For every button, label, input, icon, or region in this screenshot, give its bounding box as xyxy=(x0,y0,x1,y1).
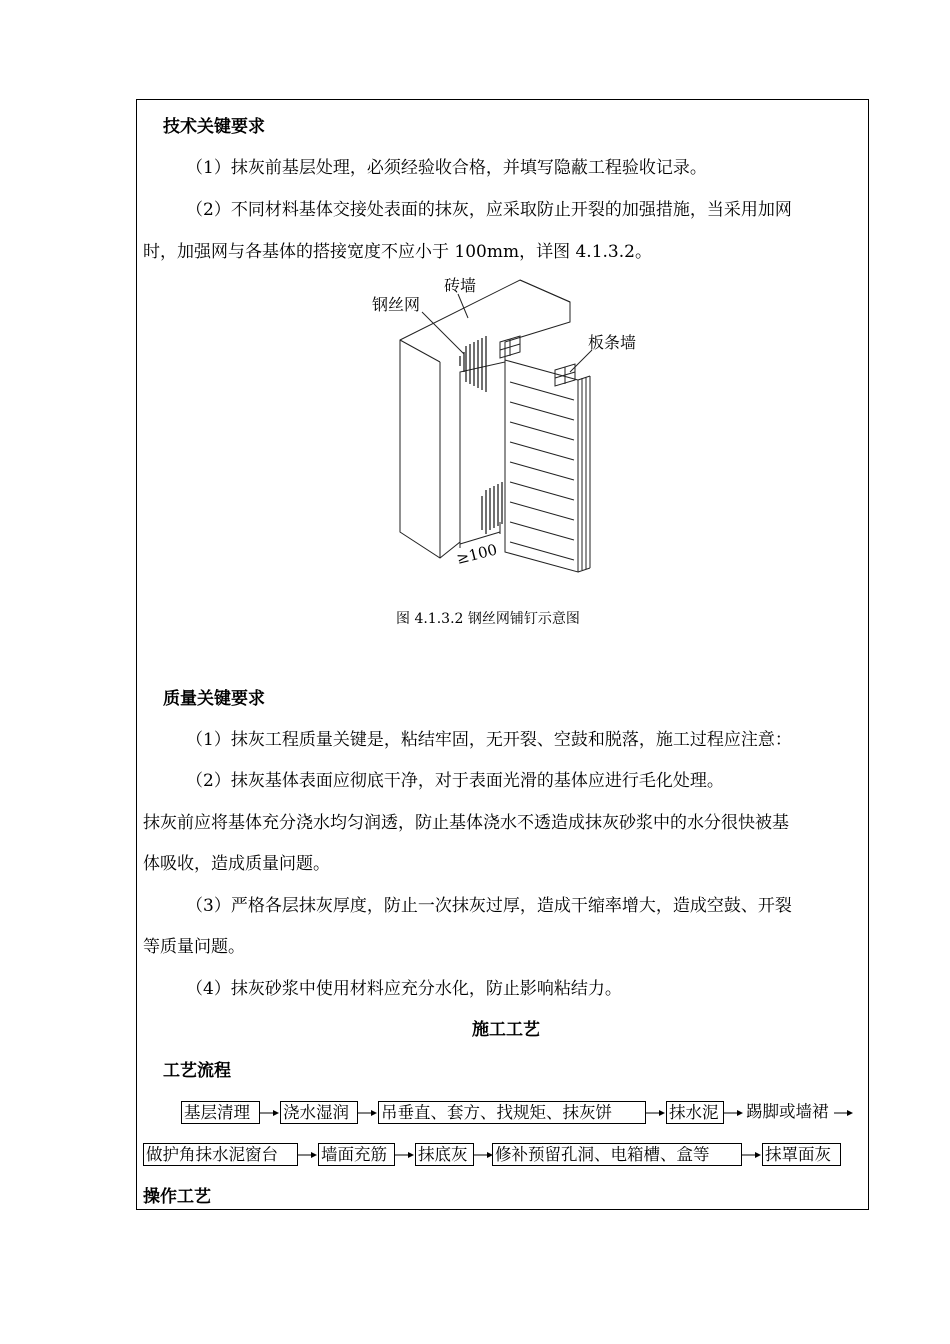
quality-paragraph-4a: （3）严格各层抹灰厚度，防止一次抹灰过厚，造成干缩率增大，造成空鼓、开裂 xyxy=(186,896,792,916)
label-board-wall: 板条墙 xyxy=(588,333,637,352)
flow-arrow-icon xyxy=(395,1150,415,1160)
flow-step-patching: 修补预留孔洞、电箱槽、盒等 xyxy=(492,1143,742,1166)
flow-arrow-icon xyxy=(724,1108,744,1118)
tech-paragraph-2a: （2）不同材料基体交接处表面的抹灰，应采取防止开裂的加强措施，当采用加网 xyxy=(186,200,792,220)
flow-step-watering: 浇水湿润 xyxy=(280,1101,358,1124)
flow-step-screeding: 墙面充筋 xyxy=(318,1143,395,1166)
flow-arrow-icon xyxy=(646,1108,666,1118)
flow-step-base-cleaning: 基层清理 xyxy=(181,1101,260,1124)
flow-arrow-icon xyxy=(474,1150,494,1160)
flow-arrow-icon xyxy=(742,1150,762,1160)
label-wire-mesh: 钢丝网 xyxy=(372,295,421,314)
flow-step-skirting: 踢脚或墙裙 xyxy=(746,1102,829,1121)
label-brick-wall: 砖墙 xyxy=(444,276,477,295)
flow-step-base-coat: 抹底灰 xyxy=(415,1143,474,1166)
operation-heading: 操作工艺 xyxy=(143,1187,211,1207)
flow-arrow-icon xyxy=(260,1108,280,1118)
label-dimension: ≥100 xyxy=(454,540,499,568)
quality-paragraph-4b: 等质量问题。 xyxy=(143,937,245,957)
quality-paragraph-3a: 抹灰前应将基体充分浇水均匀润透，防止基体浇水不透造成抹灰砂浆中的水分很快被基 xyxy=(143,813,789,833)
flow-arrow-icon xyxy=(298,1150,318,1160)
process-title: 施工工艺 xyxy=(472,1020,540,1040)
tech-paragraph-2b: 时，加强网与各基体的搭接宽度不应小于 100mm，详图 4.1.3.2。 xyxy=(143,242,652,262)
quality-heading: 质量关键要求 xyxy=(163,689,265,709)
flow-step-corner-sill: 做护角抹水泥窗台 xyxy=(143,1143,298,1166)
content-frame xyxy=(136,99,869,1210)
figure-caption: 图 4.1.3.2 钢丝网铺钉示意图 xyxy=(396,611,580,627)
flow-step-cement: 抹水泥 xyxy=(666,1101,724,1124)
quality-paragraph-2: （2）抹灰基体表面应彻底干净，对于表面光滑的基体应进行毛化处理。 xyxy=(186,771,724,791)
flow-step-plumbing-squaring: 吊垂直、套方、找规矩、抹灰饼 xyxy=(378,1101,646,1124)
quality-paragraph-5: （4）抹灰砂浆中使用材料应充分水化，防止影响粘结力。 xyxy=(186,979,622,999)
flow-heading: 工艺流程 xyxy=(163,1061,231,1081)
wire-mesh-diagram xyxy=(360,272,637,582)
quality-paragraph-1: （1）抹灰工程质量关键是，粘结牢固，无开裂、空鼓和脱落，施工过程应注意： xyxy=(186,730,792,750)
flow-arrow-icon xyxy=(834,1108,854,1118)
tech-paragraph-1: （1）抹灰前基层处理，必须经验收合格，并填写隐蔽工程验收记录。 xyxy=(186,158,707,178)
tech-heading: 技术关键要求 xyxy=(163,117,265,137)
quality-paragraph-3b: 体吸收，造成质量问题。 xyxy=(143,854,330,874)
flow-step-finish-coat: 抹罩面灰 xyxy=(762,1143,841,1166)
flow-arrow-icon xyxy=(358,1108,378,1118)
